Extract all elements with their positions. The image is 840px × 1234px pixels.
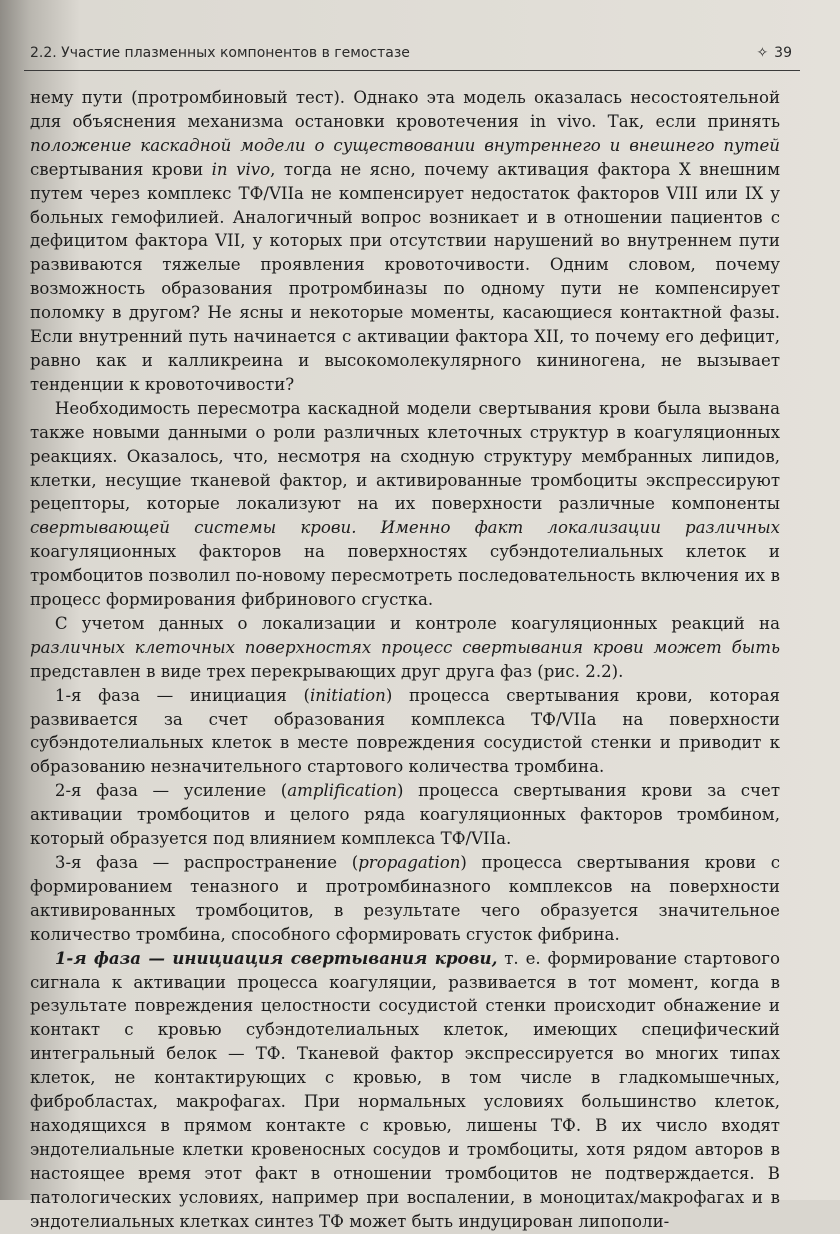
paragraph [30, 684, 780, 780]
text-run: propagation [358, 853, 461, 872]
paragraph [30, 612, 780, 684]
text-run: Необходимость пересмотра каскадной модели свертывания крови была вызвана также новыми данными о роли различных клеточных структур в коагуляционных реакциях. Оказалось, что, несмотря на сходную структуру мембранных липидов, клетки, несущие тканевой фактор, и активированные тромбоциты экспрессируют рецепторы, которые локализуют на их поверхности различные компоненты [30, 398, 780, 514]
text-run: коагуляционных факторов на поверхностях субэндотелиальных клеток и тромбоцитов позволил по-новому пересмотреть последовательность включения их в процесс формирования фибринового сгустка. [30, 542, 780, 610]
paragraph [30, 779, 780, 851]
text-run: положение каскадной модели о существовании внутреннего и внешнего путей [30, 135, 780, 155]
text-run: различных клеточных поверхностях процесс свертывания крови может быть [30, 637, 780, 657]
text-run: нему пути (протромбиновый тест). Однако эта модель оказалась несостоятельной для объяснения механизма остановки кровотечения in vivo. Так, если принять [30, 88, 780, 131]
page-body [30, 86, 780, 1234]
header-rule [24, 70, 800, 71]
paragraph [30, 851, 780, 947]
text-run: т. е. формирование стартового сигнала к активации процесса коагуляции, развивается в тот момент, когда в результате повреждения целостности сосудистой стенки происходит обнажение и контакт с кровью субэндотелиальных клеток, имеющих специфический интегральный белок — ТФ. Тканевой фактор экспрессируется во многих типах клеток, не контактирующих с кровью, в том числе в гладкомышечных, фибробластах, макрофагах. При нормальных условиях большинство клеток, находящихся в прямом контакте с кровью, лишены ТФ. В их число входят эндотелиальные клетки кровеносных сосудов и тромбоциты, хотя рядом авторов в настоящее время этот факт в отношении тромбоцитов не подтверждается. В патологических условиях, например при воспалении, в моноцитах/макрофагах и в эндотелиальных клетках синтез ТФ может быть индуцирован липополи- [30, 948, 780, 1231]
text-run: представлен в виде трех перекрывающих друг друга фаз (рис. 2.2). [30, 661, 624, 681]
text-run: ) процесса свертывания крови за счет активации тромбоцитов и целого ряда коагуляционных факторов тромбином, который образуется под влиянием комплекса ТФ/VIIa. [30, 781, 781, 849]
page-number: 39 [774, 45, 792, 61]
text-run: ) процесса свертывания крови, которая развивается за счет образования комплекса ТФ/VIIa на поверхности субэндотелиальных клеток в месте повреждения сосудистой стенки и приводит к образованию незначительного стартового количества тромбина. [30, 685, 780, 777]
text-run: initiation [310, 685, 386, 705]
paragraph [30, 947, 780, 1234]
text-run: С учетом данных о локализации и контроле коагуляционных реакций на [54, 613, 780, 633]
diamond-star-icon: ✧ [756, 45, 769, 61]
text-run: , тогда не ясно, почему активация фактора X внешним путем через комплекс ТФ/VIIa не компенсирует недостаток факторов VIII или IX у больных гемофилией. Аналогичный вопрос возникает и в отношении пациентов с дефицитом фактора VII, у которых при отсутствии нарушений во внутреннем пути развиваются тяжелые проявления кровоточивости. Одним словом, почему возможность образования протромбиназы по одному пути не компенсирует поломку в другом? Не ясны и некоторые моменты, касающиеся контактной фазы. Если внутренний путь начинается с активации фактора XII, то почему его дефицит, равно как и калликреина и высокомолекулярного кининогена, не вызывает тенденции к кровоточивости? [30, 159, 780, 394]
text-run: ) процесса свертывания крови с формированием теназного и протромбиназного комплексов на поверхности активированных тромбоцитов, в результате чего образуется значительное количество тромбина, способного сформировать сгусток фибрина. [30, 853, 780, 944]
text-run: 2-я фаза — усиление ( [54, 781, 288, 801]
text-run: 3-я фаза — распространение ( [54, 853, 359, 872]
text-run: 1-я фаза — инициация свертывания крови, [54, 947, 498, 968]
page-number-block [756, 45, 792, 61]
paragraph [30, 397, 780, 612]
text-run: свертывающей системы крови. Именно факт локализации различных [30, 518, 780, 538]
text-run: 1-я фаза — инициация ( [54, 685, 310, 705]
paragraph [30, 86, 780, 397]
running-header [30, 38, 792, 68]
text-run: in vivo [211, 159, 271, 179]
text-run: свертывания крови [30, 159, 212, 179]
section-title: 2.2. Участие плазменных компонентов в гемостазе [30, 45, 410, 61]
text-run: amplification [287, 781, 398, 801]
